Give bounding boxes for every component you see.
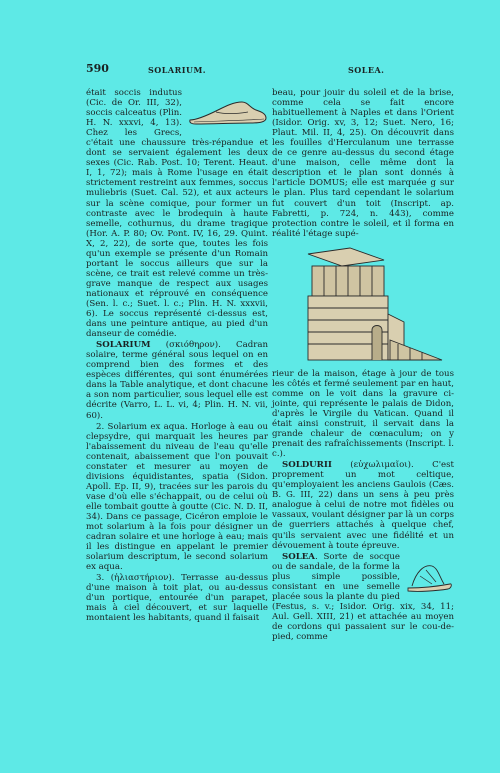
entry-solea xyxy=(272,552,454,642)
headword-solea: SOLEA xyxy=(282,551,315,562)
paragraph-etage-superieur: rieur de la maison, étage à jour de tous les côtés et fermé seulement par en haut, comme on le voit dans la gravure ci-jointe, qui représente le palais de Didon, d'après le Virgile du Vatican. Quand il était ainsi construit, il servait dans la grande chaleur de cœnaculum; on y prenait des rafraîchissements (Inscript. l. c.). xyxy=(272,368,454,460)
entry-soldurii xyxy=(272,460,454,550)
paragraph-solarium-ex-aqua: 2. Solarium ex aqua. Horloge à eau ou clepsydre, qui marquait les heures par l'abaissement du niveau de l'eau qu'elle contenait, abaissement que l'on pouvait constater et mesurer au moyen de divisions équidistantes, spatia (Sidon. Apoll. Ep. II, 9), tracées sur les parois du vase d'où elle s'échappait, ou de celui où elle tombait goutte à goutte (Cic. N. D. II, 34). Dans ce passage, Cicéron emploie le mot solarium à la fois pour désigner un cadran solaire et une horloge à eau; mais il les distingue en appelant le premier solarium descriptum, le second solarium ex aqua. xyxy=(86,421,268,573)
left-column xyxy=(86,88,268,624)
entry-soldurii-text: (εὐχωλιμαῖοι). C'est proprement un mot celtique, qu'employaient les anciens Gaulois (Cæs. B. G. III, 22) dans un sens à peu près analogue à celui de notre mot fidèles ou vassaux, voulant désigner par là un corps de guerriers attachés à quelque chef, qu'ils servaient avec une fidélité et un dévouement à toute épreuve. xyxy=(272,460,454,551)
running-head-left: SOLARIUM. xyxy=(148,65,207,75)
paragraph-terrasse-continuation: beau, pour jouir du soleil et de la brise, comme cela se fait encore habituellement à Naples et dans l'Orient (Isidor. Orig. xv, 3, 12; Suet. Nero, 16; Plaut. Mil. II, 4, 25). On découvrit dans les fouilles d'Herculanum une terrasse de ce genre au-dessus du second étage d'une maison, celle même dont la description et le plan sont donnés à l'article DOMUS; elle est marquée g sur le plan. Plus tard cependant le solarium fut couvert d'un toit (Inscript. ap. Fabretti, p. 724, n. 443), comme protection contre le soleil, et il forma en réalité l'étage supé- xyxy=(272,88,454,239)
paragraph-terrasse: 3. (ἡλιαστήριον). Terrasse au-dessus d'une maison à toit plat, ou au-dessus d'un portique, entourée d'un parapet, mais à ciel découvert, et sur laquelle montaient les habitants, quand il faisait xyxy=(86,573,268,624)
right-column xyxy=(272,88,454,643)
page-number: 590 xyxy=(86,62,109,75)
sandal-illustration xyxy=(404,558,454,594)
entry-solarium xyxy=(86,340,268,420)
building-illustration xyxy=(272,244,454,362)
running-head-right: SOLEA. xyxy=(348,65,385,75)
entry-solea-text: . Sorte de socque ou de sandale, de la forme la plus simple possible, consistant en une semelle placée sous la plante du pied (Festus, s. v.; Isidor. Orig. xix, 34, 11; Aul. Gell. XIII, 21) et attachée au moyen de cordons qui passaient sur le cou-de-pied, comme xyxy=(272,551,454,642)
entry-solarium-text: (σκιόθηρον). Cadran solaire, terme général sous lequel on en comprend bien des formes et des espèces différentes, qui sont énumérées dans la Table analytique, et dont chacune a son nom particulier, sous lequel elle est décrite (Varro, L. L. vi, 4; Plin. H. N. vii, 60). xyxy=(86,340,268,421)
headword-solarium: SOLARIUM xyxy=(96,340,151,351)
soccus-shoe-illustration xyxy=(186,90,268,130)
entry-continuation: était soccis indutus (Cic. de Or. III, 32), soccis calceatus (Plin. H. N. xxxvi, 4, 13). Chez les Grecs, c'était une chaussure très-répandue et dont se servaient également les deux sexes (Cic. Rab. Post. 10; Terent. Heaut. I, 1, 72); mais à Rome l'usage en était strictement restreint aux femmes, soccus muliebris (Suet. Cal. 52), et aux acteurs sur la scène comique, pour former un contraste avec le brodequin à haute semelle, cothurnus, du drame tragique (Hor. A. P. 80; Ov. Pont. IV, 16, 29. Quint. X, 2, 22), de sorte que, toutes les fois qu'un exemple se présente d'un Romain portant le soccus ailleurs que sur la scène, ce trait est relevé comme un très-grave manque de respect aux usages nationaux et réprouvé en conséquence (Sen. l. c.; Suet. l. c.; Plin. H. N. xxxvii, 6). Le soccus représenté ci-dessus est, dans une peinture antique, au pied d'un danseur de comédie. xyxy=(86,88,268,340)
headword-soldurii: SOLDURII xyxy=(282,460,332,471)
